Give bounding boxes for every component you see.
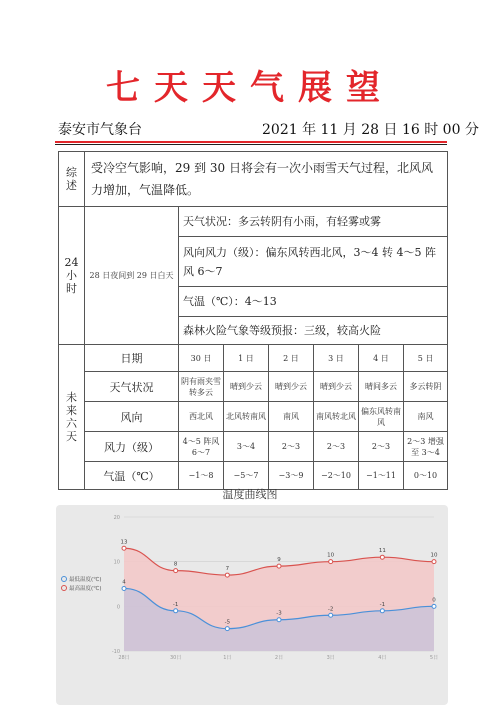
day-weather: 晴间多云	[359, 372, 404, 402]
y-tick-label: -10	[111, 649, 120, 655]
day-date: 4 日	[359, 345, 404, 372]
point-max-temp	[277, 564, 281, 568]
day-date: 2 日	[269, 345, 314, 372]
day-temp: −3～9	[269, 462, 314, 490]
h24-temp: 气温（℃）：4～13	[179, 287, 448, 317]
day-date: 1 日	[224, 345, 269, 372]
day-wind-dir: 北风转南风	[224, 402, 269, 432]
day-date: 3 日	[314, 345, 359, 372]
h24-label: 24 小 时	[59, 207, 85, 345]
point-max-temp	[225, 573, 229, 577]
x-tick-label: 3日	[326, 655, 335, 661]
y-tick-label: 20	[113, 515, 120, 521]
summary-text: 受冷空气影响，29 到 30 日将会有一次小雨雪天气过程，北风风力增加，气温降低。	[85, 152, 448, 207]
data-label-max-temp: 10	[327, 552, 335, 559]
point-min-temp	[225, 627, 229, 631]
data-label-max-temp: 9	[277, 557, 281, 564]
day-wind-dir: 西北风	[179, 402, 224, 432]
day-date: 30 日	[179, 345, 224, 372]
day-weather: 晴到少云	[314, 372, 359, 402]
point-min-temp	[277, 618, 281, 622]
temperature-chart	[56, 505, 448, 705]
header-rule-black	[55, 144, 447, 145]
day-wind-dir: 南风	[404, 402, 448, 432]
day-wind-dir: 南风转北风	[314, 402, 359, 432]
day-wind-dir: 偏东风转南风	[359, 402, 404, 432]
point-min-temp	[380, 609, 384, 613]
day-weather: 晴到少云	[269, 372, 314, 402]
point-max-temp	[380, 555, 384, 559]
point-max-temp	[122, 546, 126, 550]
x-tick-label: 28日	[118, 655, 130, 661]
data-label-min-temp: -1	[172, 601, 179, 608]
x-tick-label: 30日	[169, 655, 182, 661]
point-min-temp	[432, 604, 436, 608]
point-max-temp	[329, 560, 333, 564]
point-min-temp	[122, 586, 126, 590]
row-label-wind-dir: 风向	[85, 402, 179, 432]
chart-caption: 温度曲线图	[222, 488, 278, 501]
day-temp: −1～11	[359, 462, 404, 490]
x-tick-label: 4日	[378, 655, 387, 661]
legend-label: 最低温度(℃)	[69, 577, 102, 583]
day-wind-force: 2～3	[269, 432, 314, 462]
data-label-max-temp: 13	[120, 539, 128, 546]
y-tick-label: 0	[116, 604, 120, 611]
x-tick-label: 5日	[429, 655, 439, 661]
day-wind-force: 2～3	[359, 432, 404, 462]
data-label-min-temp: -1	[379, 601, 386, 608]
forecast-table	[58, 151, 448, 490]
station-name: 泰安市气象台	[58, 122, 142, 138]
data-label-min-temp: -5	[224, 619, 231, 626]
legend-marker	[62, 577, 67, 582]
day-temp: −5～7	[224, 462, 269, 490]
day-weather: 阴有雨夹雪转多云	[179, 372, 224, 402]
data-label-max-temp: 11	[378, 548, 386, 555]
data-label-min-temp: -3	[276, 610, 282, 617]
day-weather: 多云转阴	[404, 372, 448, 402]
data-label-max-temp: 7	[225, 566, 230, 573]
day-wind-force: 2～3	[314, 432, 359, 462]
row-label-wind-force: 风力（级）	[85, 432, 179, 462]
legend-marker	[62, 586, 67, 591]
summary-label: 综 述	[59, 152, 85, 207]
day-wind-dir: 南风	[269, 402, 314, 432]
x-tick-label: 1日	[223, 655, 232, 661]
legend-label: 最高温度(℃)	[69, 586, 102, 592]
future-label: 未 来 六 天	[59, 345, 85, 490]
h24-period: 28 日夜间到 29 日白天	[85, 207, 179, 345]
temperature-chart-panel	[56, 505, 448, 705]
y-tick-label: 10	[113, 559, 120, 566]
x-tick-label: 2日	[274, 655, 284, 661]
h24-fire-risk: 森林火险气象等级预报：三级，较高火险	[179, 317, 448, 345]
issue-time: 2021 年 11 月 28 日 16 时 00 分	[262, 122, 479, 138]
point-min-temp	[174, 609, 178, 613]
h24-wind: 风向风力（级）：偏东风转西北风，3～4 转 4～5 阵风 6～7	[179, 237, 448, 287]
data-label-max-temp: 10	[430, 552, 438, 559]
data-label-max-temp: 8	[173, 561, 178, 568]
row-label-weather: 天气状况	[85, 372, 179, 402]
day-temp: 0～10	[404, 462, 448, 490]
row-label-date: 日期	[85, 345, 179, 372]
day-date: 5 日	[404, 345, 448, 372]
day-temp: −1～8	[179, 462, 224, 490]
data-label-min-temp: 4	[122, 579, 126, 586]
h24-weather: 天气状况：多云转阴有小雨，有轻雾或雾	[179, 207, 448, 237]
header-rule-red	[55, 141, 447, 143]
day-wind-force: 2～3 增强至 3～4	[404, 432, 448, 462]
point-max-temp	[432, 560, 436, 564]
day-temp: −2～10	[314, 462, 359, 490]
page-title: 七天天气展望	[106, 68, 394, 108]
row-label-temp: 气温（℃）	[85, 462, 179, 490]
data-label-min-temp: -2	[327, 606, 334, 613]
day-wind-force: 4～5 阵风 6～7	[179, 432, 224, 462]
point-max-temp	[174, 569, 178, 573]
day-wind-force: 3～4	[224, 432, 269, 462]
data-label-min-temp: 0	[432, 597, 436, 604]
point-min-temp	[329, 613, 333, 617]
day-weather: 晴到少云	[224, 372, 269, 402]
